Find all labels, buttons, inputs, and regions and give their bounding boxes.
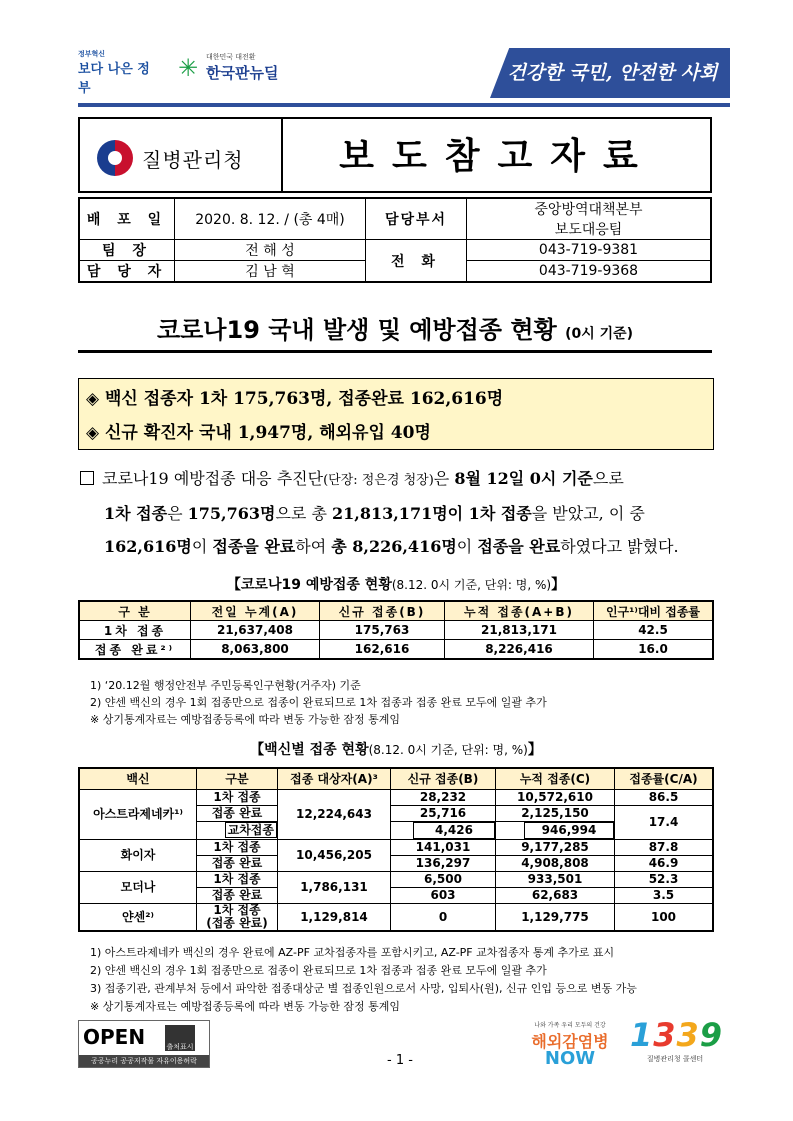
table-cell: 933,501: [496, 872, 615, 888]
now-title: 해외감염병: [531, 1032, 609, 1051]
vaccine-name: 모더나: [79, 872, 197, 904]
table-row: [79, 640, 713, 660]
main-title-suffix: (0시 기준): [565, 326, 634, 342]
table-cell: 100: [615, 904, 714, 932]
new-deal-big-text: 한국판뉴딜: [206, 64, 279, 82]
main-title: [78, 310, 712, 345]
table-cell: 1차 접종: [197, 840, 278, 856]
logo-big-text: 보다 나은 정부: [78, 62, 150, 96]
table-cell: 86.5: [615, 790, 714, 806]
agency-name: 질병관리청: [142, 148, 244, 172]
dist-label: 배 포 일: [79, 198, 175, 240]
person-label: 담 당 자: [79, 261, 175, 283]
phone-1: 043-719-9381: [467, 240, 712, 261]
table-cell: 1차 접종: [197, 790, 278, 806]
table-cell: 접종 완료: [197, 856, 278, 872]
table-header: 전일 누계(A): [191, 601, 320, 621]
table-cell: 8,226,416: [445, 640, 594, 660]
table1-caption: [78, 574, 714, 594]
table-header: 신규 접종(B): [320, 601, 445, 621]
table-row: [79, 790, 713, 806]
table-cell: 1,786,131: [278, 872, 391, 904]
table-cell: 46.9: [615, 856, 714, 872]
table-cell: 28,232: [391, 790, 496, 806]
table-header: 접종률(C/A): [615, 768, 714, 790]
table-cell: 접종 완료²⁾: [79, 640, 191, 660]
dept-value: [467, 198, 712, 240]
dept-label: 담당부서: [366, 198, 467, 240]
table-header: 구 분: [79, 601, 191, 621]
table-cell: 10,572,610: [496, 790, 615, 806]
hotline-digit: 9: [699, 1016, 724, 1054]
body-paragraph: [80, 462, 730, 563]
table-row: [79, 872, 713, 888]
team-label: 팀 장: [79, 240, 175, 261]
table-cell: 25,716: [391, 806, 496, 822]
para-text: 으로 총: [275, 504, 332, 523]
table-cell: [391, 822, 496, 840]
main-title-text: 코로나19 국내 발생 및 예방접종 현황: [156, 316, 557, 344]
caption-end: 】: [527, 742, 542, 758]
table2-note: 3) 접종기관, 관계부처 등에서 파악한 접종대상군 별 접종인원으로서 사망, 입퇴사(원), 신규 인입 등으로 변동 가능: [90, 982, 637, 995]
table-cell: 0: [391, 904, 496, 932]
hotline-digit: 1: [630, 1016, 654, 1054]
caption-sub: (8.12. 0시 기준, 단위: 명, %): [368, 743, 528, 757]
vaccine-name: 얀센²⁾: [79, 904, 197, 932]
table-cell: 62,683: [496, 888, 615, 904]
para-text: (단장: 정은경 청장): [323, 473, 434, 488]
page-number: - 1 -: [387, 1053, 413, 1068]
janssen-type: 1차 접종: [213, 903, 261, 917]
table-cell: 136,297: [391, 856, 496, 872]
highlight-1: ◈ 백신 접종자 1차 175,763명, 접종완료 162,616명: [86, 389, 504, 409]
para-text: 이: [191, 537, 213, 556]
table-header: 인구¹⁾대비 접종률: [594, 601, 714, 621]
para-text: 을 받았고, 이 중: [531, 504, 645, 523]
para-bold: 21,813,171명이 1차 접종: [332, 504, 532, 523]
phone-label: 전 화: [366, 240, 467, 283]
para-bold: 175,763명: [187, 504, 276, 523]
hotline-digit: 3: [653, 1016, 677, 1054]
table-cell: 1,129,814: [278, 904, 391, 932]
hotline-1339-logo: [630, 1016, 724, 1070]
para-text: 하였다고 밝혔다.: [560, 537, 679, 556]
new-deal-star-icon: ✳: [178, 54, 199, 82]
janssen-type: (접종 완료): [206, 916, 268, 930]
hotline-digit: 3: [676, 1016, 700, 1054]
table-row: [79, 840, 713, 856]
table-cell: 4,908,808: [496, 856, 615, 872]
now-small-text: 나와 가족 우리 모두의 건강: [534, 1022, 606, 1029]
hotline-number: [630, 1016, 724, 1054]
table-cell: 1,129,775: [496, 904, 615, 932]
table-cell: 162,616: [320, 640, 445, 660]
cross-label: 교차접종: [225, 822, 277, 838]
table-cell: 42.5: [594, 621, 714, 640]
para-bold: 8월 12일 0시 기준: [454, 469, 593, 488]
now-word: NOW: [544, 1048, 596, 1069]
table-cell: 87.8: [615, 840, 714, 856]
vaccination-status-table: [78, 600, 714, 660]
cross-value: 4,426: [413, 822, 495, 839]
table1-note: ※ 상기통계자료는 예방접종등록에 따라 변동 가능한 잠정 통계임: [90, 713, 400, 726]
para-text: 은: [167, 504, 188, 523]
highlight-2: ◈ 신규 확진자 국내 1,947명, 해외유입 40명: [86, 423, 431, 443]
person-value: 김 남 혁: [175, 261, 366, 283]
cross-value: 946,994: [524, 822, 614, 839]
table-cell: 2,125,150: [496, 806, 615, 822]
table2-note: 2) 얀센 백신의 경우 1회 접종만으로 접종이 완료되므로 1차 접종과 접종 완료 모두에 일괄 추가: [90, 964, 547, 977]
table2-caption: [78, 739, 714, 759]
para-bold: 162,616명: [104, 537, 192, 556]
slogan: 건강한 국민, 안전한 사회: [507, 62, 718, 84]
table1-note: 1) ‘20.12월 행정안전부 주민등록인구현황(거주자) 기준: [90, 679, 361, 692]
table-cell: 52.3: [615, 872, 714, 888]
para-bold: 총 8,226,416명: [331, 537, 457, 556]
caption-sub: (8.12. 0시 기준, 단위: 명, %): [391, 578, 552, 592]
table-header: 백신: [79, 768, 197, 790]
vaccine-by-type-table: [78, 767, 714, 932]
kdca-emblem-icon: [97, 140, 133, 176]
para-text: 코로나19 예방접종 대응 추진단: [102, 469, 324, 488]
title-rule: [78, 350, 712, 353]
table-cell: [197, 822, 278, 840]
new-deal-small-text: 대한민국 대전환: [206, 53, 256, 61]
table-cell: 접종 완료: [197, 806, 278, 822]
korean-new-deal-logo: [178, 50, 308, 86]
table-cell: 1차 접종: [79, 621, 191, 640]
table-cell: 3.5: [615, 888, 714, 904]
table-cell: 21,813,171: [445, 621, 594, 640]
table-cell: 8,063,800: [191, 640, 320, 660]
para-text: 이: [456, 537, 478, 556]
table2-note: 1) 아스트라제네카 백신의 경우 완료에 AZ-PF 교차접종자를 포함시키고, AZ-PF 교차접종자 통계 추가로 표시: [90, 946, 615, 959]
para-text: 하여: [295, 537, 332, 556]
open-text: OPEN: [83, 1025, 146, 1049]
table-cell: 10,456,205: [278, 840, 391, 872]
table-header: 누적 접종(C): [496, 768, 615, 790]
team-value: 전 해 성: [175, 240, 366, 261]
caption-end: 】: [551, 577, 566, 593]
para-bold: 접종을 완료: [212, 537, 296, 556]
logo-small-text: 정부혁신: [78, 50, 106, 58]
table-row: [79, 621, 713, 640]
info-table: [78, 197, 712, 283]
table-cell: 접종 완료: [197, 888, 278, 904]
table-cell: 6,500: [391, 872, 496, 888]
open-bar-text: 공공누리 공공저작물 자유이용허락: [79, 1055, 209, 1067]
table-header: 접종 대상자(A)³: [278, 768, 391, 790]
dist-value: 2020. 8. 12. / (총 4매): [175, 198, 366, 240]
table-row: [79, 904, 713, 932]
table-cell: 141,031: [391, 840, 496, 856]
doc-title: 보도참고자료: [339, 136, 656, 177]
para-text: 으로: [592, 469, 624, 488]
caption-text: 【백신별 접종 현황: [250, 742, 369, 758]
table-cell: 12,224,643: [278, 790, 391, 840]
table-cell: [197, 904, 278, 932]
para-bold: 접종을 완료: [477, 537, 561, 556]
open-license-logo: [78, 1020, 210, 1068]
dept-value-2: 보도대응팀: [554, 222, 623, 238]
checkbox-bullet-icon: [80, 471, 94, 485]
table-cell: 1차 접종: [197, 872, 278, 888]
table-cell: 9,177,285: [496, 840, 615, 856]
dept-value-1: 중앙방역대책본부: [534, 202, 643, 218]
phone-2: 043-719-9368: [467, 261, 712, 283]
caption-text: 【코로나19 예방접종 현황: [226, 577, 392, 593]
vaccine-name: 화이자: [79, 840, 197, 872]
overseas-infection-now-logo: [520, 1020, 620, 1074]
table-cell: [496, 822, 615, 840]
table-cell: 21,637,408: [191, 621, 320, 640]
table-header: 구분: [197, 768, 278, 790]
para-bold: 1차 접종: [104, 504, 168, 523]
table-cell: 175,763: [320, 621, 445, 640]
table-header: 누적 접종(A+B): [445, 601, 594, 621]
table-cell: 603: [391, 888, 496, 904]
table2-note: ※ 상기통계자료는 예방접종등록에 따라 변동 가능한 잠정 통계임: [90, 1000, 400, 1013]
table-header: 신규 접종(B): [391, 768, 496, 790]
table-cell: 16.0: [594, 640, 714, 660]
header-rule: [78, 103, 730, 107]
table-cell: 17.4: [615, 806, 714, 840]
para-text: 은: [433, 469, 455, 488]
license-attribution-icon: 출처표시: [165, 1025, 195, 1051]
gov-innovation-logo: [78, 50, 158, 96]
table1-note: 2) 얀센 백신의 경우 1회 접종만으로 접종이 완료되므로 1차 접종과 접종 완료 모두에 일괄 추가: [90, 696, 547, 709]
hotline-caption: 질병관리청 콜센터: [646, 1055, 704, 1063]
vaccine-name: 아스트라제네카¹⁾: [79, 790, 197, 840]
